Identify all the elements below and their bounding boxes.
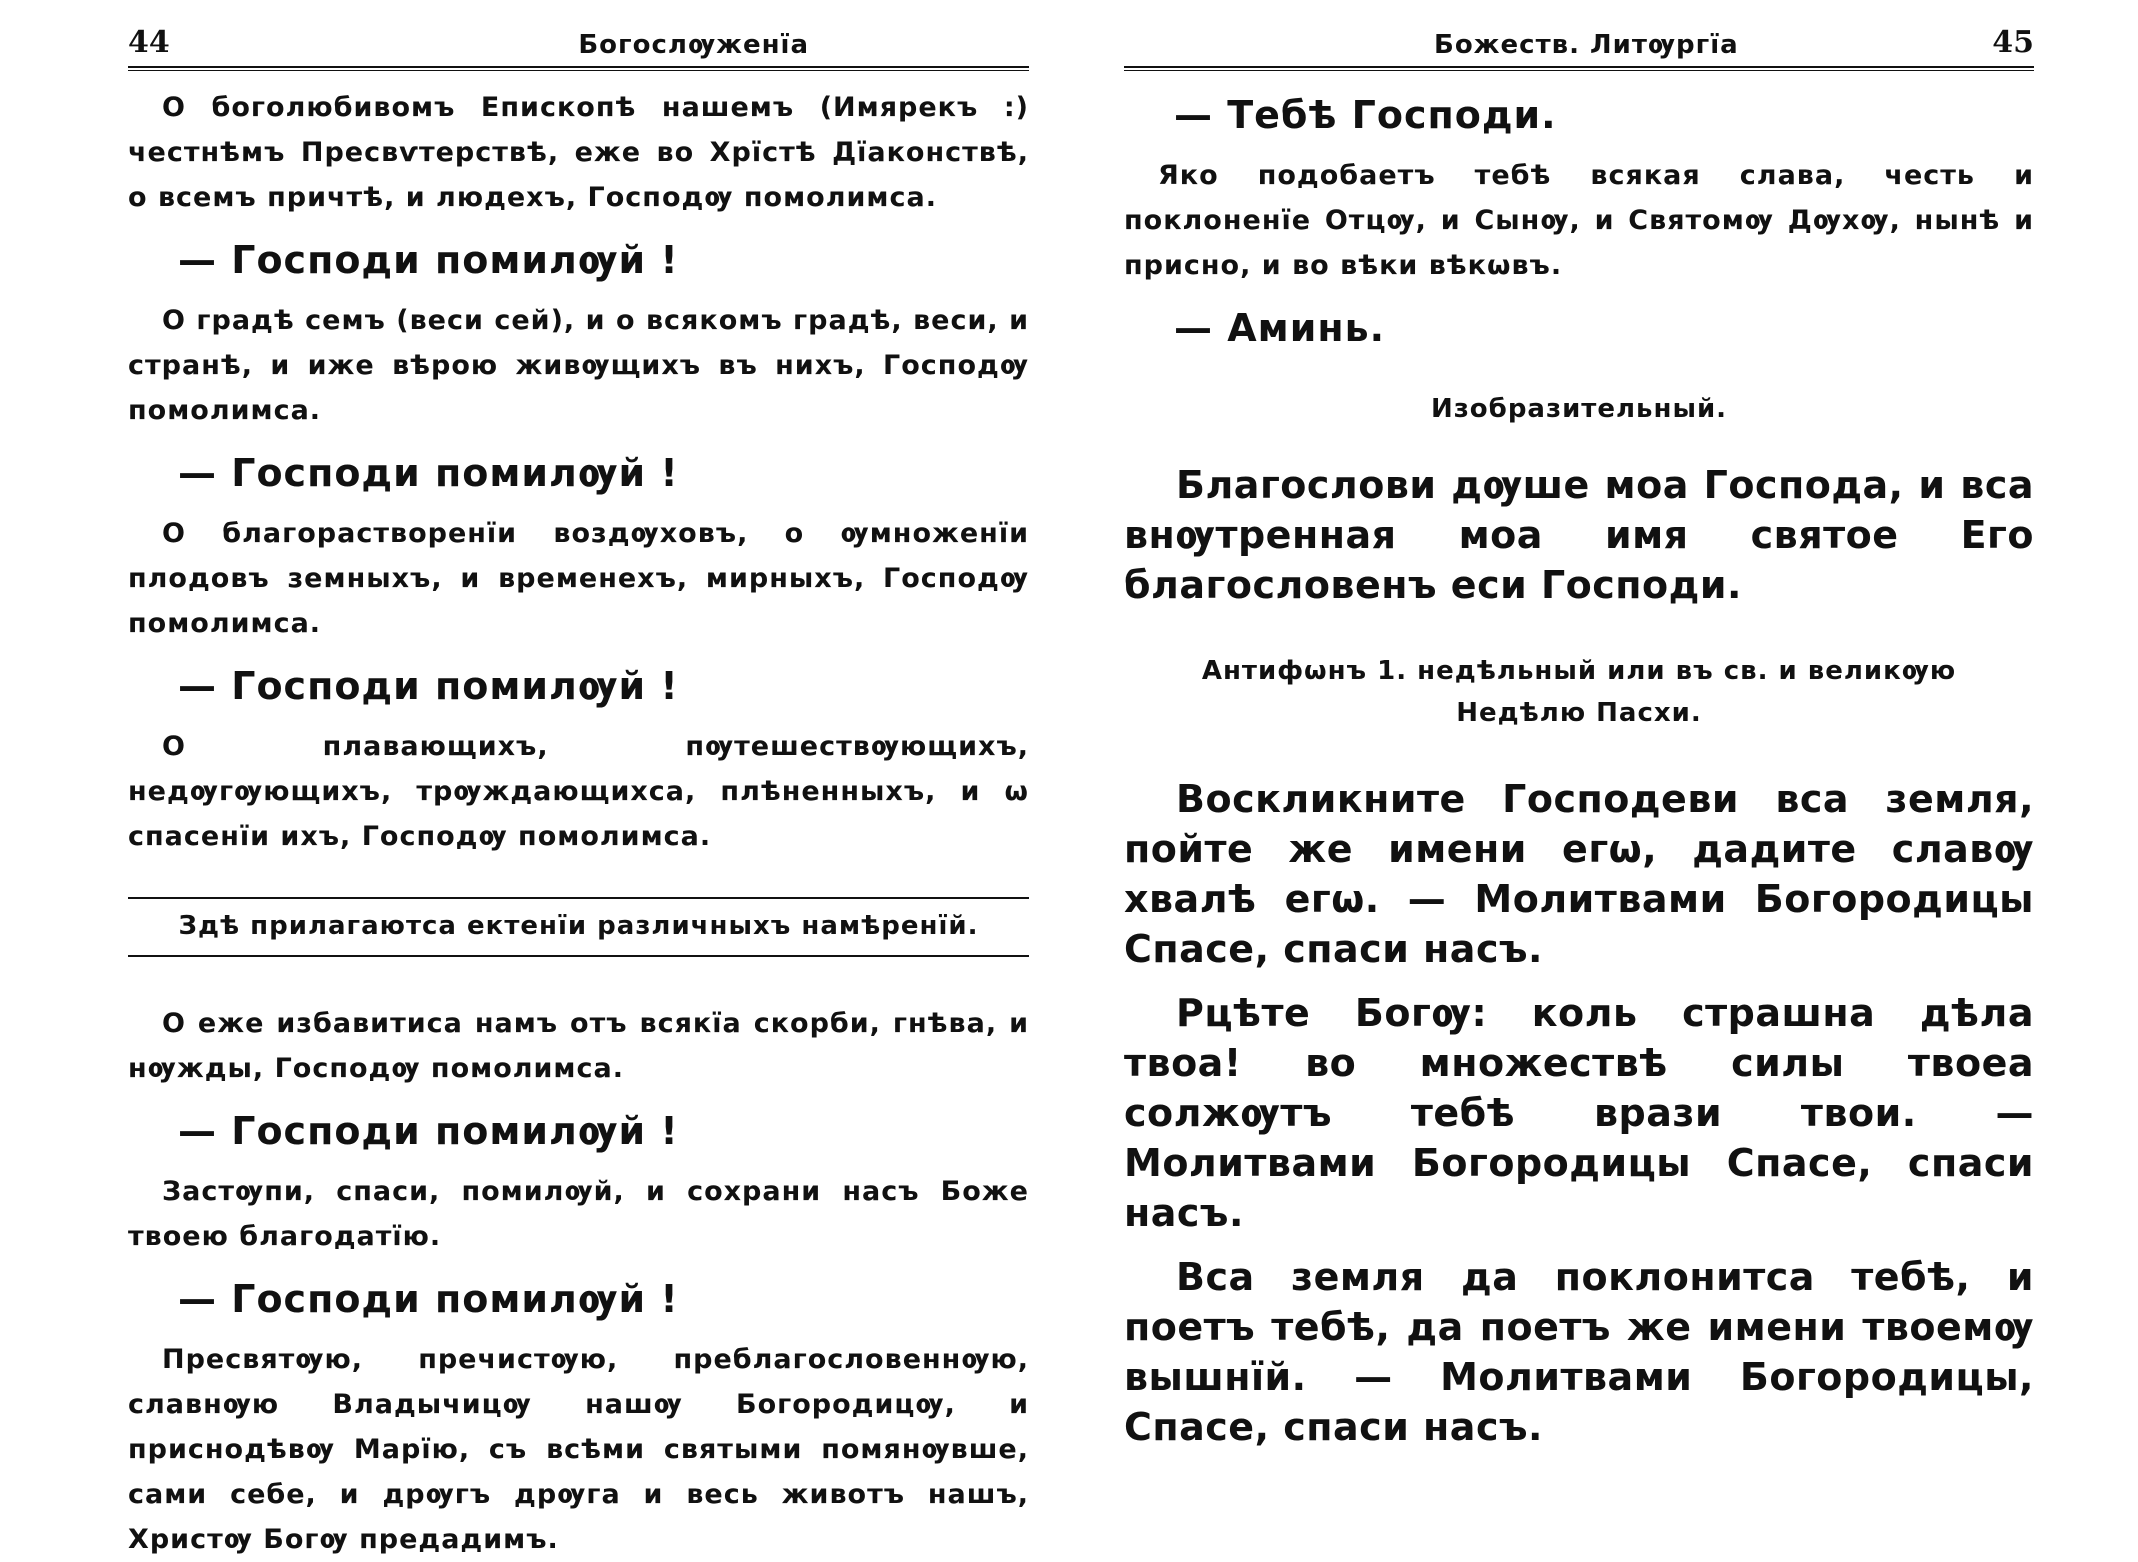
page-header bbox=[128, 14, 1029, 60]
running-title: Божеств. Литѹргїа bbox=[1434, 30, 1739, 60]
antiphon-heading-line: Антифѡнъ 1. недѣльный или въ св. и великѹю bbox=[1201, 656, 1957, 686]
running-title: Богослѹженїа bbox=[578, 30, 809, 60]
petition-text: Застѹпи, спаси, помилѹй, и сохрани насъ Боже твоею благодатїю. bbox=[128, 1176, 1029, 1252]
antiphon-verse: Вса земля да поклонитса тебѣ, и поетъ тебѣ, да поетъ же имени твоемѹ вышнїй. — Молитвами Богородицы, Спасе, спаси насъ. bbox=[1124, 1255, 2034, 1449]
antiphon-heading-line: Недѣлю Пасхи. bbox=[1456, 698, 1702, 728]
exclamation-text: Яко подобаетъ тебѣ всякая слава, честь и поклоненїе Отцѹ, и Сынѹ, и Святомѹ Дѹхѹ, нынѣ и присно, и во вѣки вѣкѡвъ. bbox=[1124, 160, 2034, 281]
response-text: — Господи помилѹй ! bbox=[178, 238, 679, 282]
response-text: — Тебѣ Господи. bbox=[1174, 93, 1557, 137]
petition-text: О благорастворенїи воздѹховъ, о ѹмноженїи плодовъ земныхъ, и временехъ, мирныхъ, Господѹ помолимса. bbox=[128, 518, 1029, 639]
section-heading: Изобразительный. bbox=[1430, 394, 1728, 424]
response-text: — Господи помилѹй ! bbox=[178, 451, 679, 495]
response-text: — Господи помилѹй ! bbox=[178, 1109, 679, 1153]
response-text: — Господи помилѹй ! bbox=[178, 1277, 679, 1321]
petition-text: О боголюбивомъ Епископѣ нашемъ (Имярекъ :) честнѣмъ Пресвѵтерствѣ, еже во Хрїстѣ Дїаконствѣ, о всемъ причтѣ, и людехъ, Господѹ помолимса. bbox=[128, 92, 1029, 213]
page-number: 44 bbox=[128, 25, 170, 60]
psalm-text: Благослови дѹше моа Господа, и вса внѹтренная моа имя святое Его благословенъ еси Господи. bbox=[1124, 463, 2034, 607]
page-number: 45 bbox=[1992, 25, 2034, 60]
rubric-text: Здѣ прилагаютса ектенїи различныхъ намѣренїй. bbox=[178, 911, 979, 941]
petition-text: О плавающихъ, пѹтешествѹющихъ, недѹгѹющихъ, трѹждающихса, плѣненныхъ, и ѡ спасенїи ихъ, Господѹ помолимса. bbox=[128, 731, 1029, 852]
left-page bbox=[0, 0, 1069, 1555]
right-page bbox=[1069, 0, 2138, 1500]
page-header bbox=[1124, 14, 2034, 60]
antiphon-verse: Воскликните Господеви вса земля, пойте же имени егѡ, дадите славѹ хвалѣ егѡ. — Молитвами Богородицы Спасе, спаси насъ. bbox=[1124, 777, 2034, 971]
rubric-box bbox=[128, 897, 1029, 957]
antiphon-verse: Рцѣте Богѹ: коль страшна дѣла твоа! во множествѣ силы твоеа солжѹтъ тебѣ врази твои. — Молитвами Богородицы Спасе, спаси насъ. bbox=[1124, 991, 2034, 1235]
header-rule bbox=[1124, 66, 2034, 71]
response-text: — Господи помилѹй ! bbox=[178, 664, 679, 708]
petition-text: О градѣ семъ (веси сей), и о всякомъ градѣ, веси, и странѣ, и иже вѣрою живѹщихъ въ нихъ, Господѹ помолимса. bbox=[128, 305, 1029, 426]
petition-text: Пресвятѹю, пречистѹю, преблагословеннѹю, славнѹю Владычицѹ нашѹ Богородицѹ, и приснодѣвѹ Марїю, съ всѣми святыми помянѹвше, сами себе, и дрѹгъ дрѹга и весь животъ нашъ, Христѹ Богѹ предадимъ. bbox=[128, 1344, 1029, 1555]
petition-text: О еже избавитиса намъ отъ всякїа скорби, гнѣва, и нѹжды, Господѹ помолимса. bbox=[128, 1008, 1029, 1084]
antiphon-heading bbox=[1124, 650, 2034, 734]
response-text: — Аминь. bbox=[1174, 306, 1386, 350]
header-rule bbox=[128, 66, 1029, 71]
